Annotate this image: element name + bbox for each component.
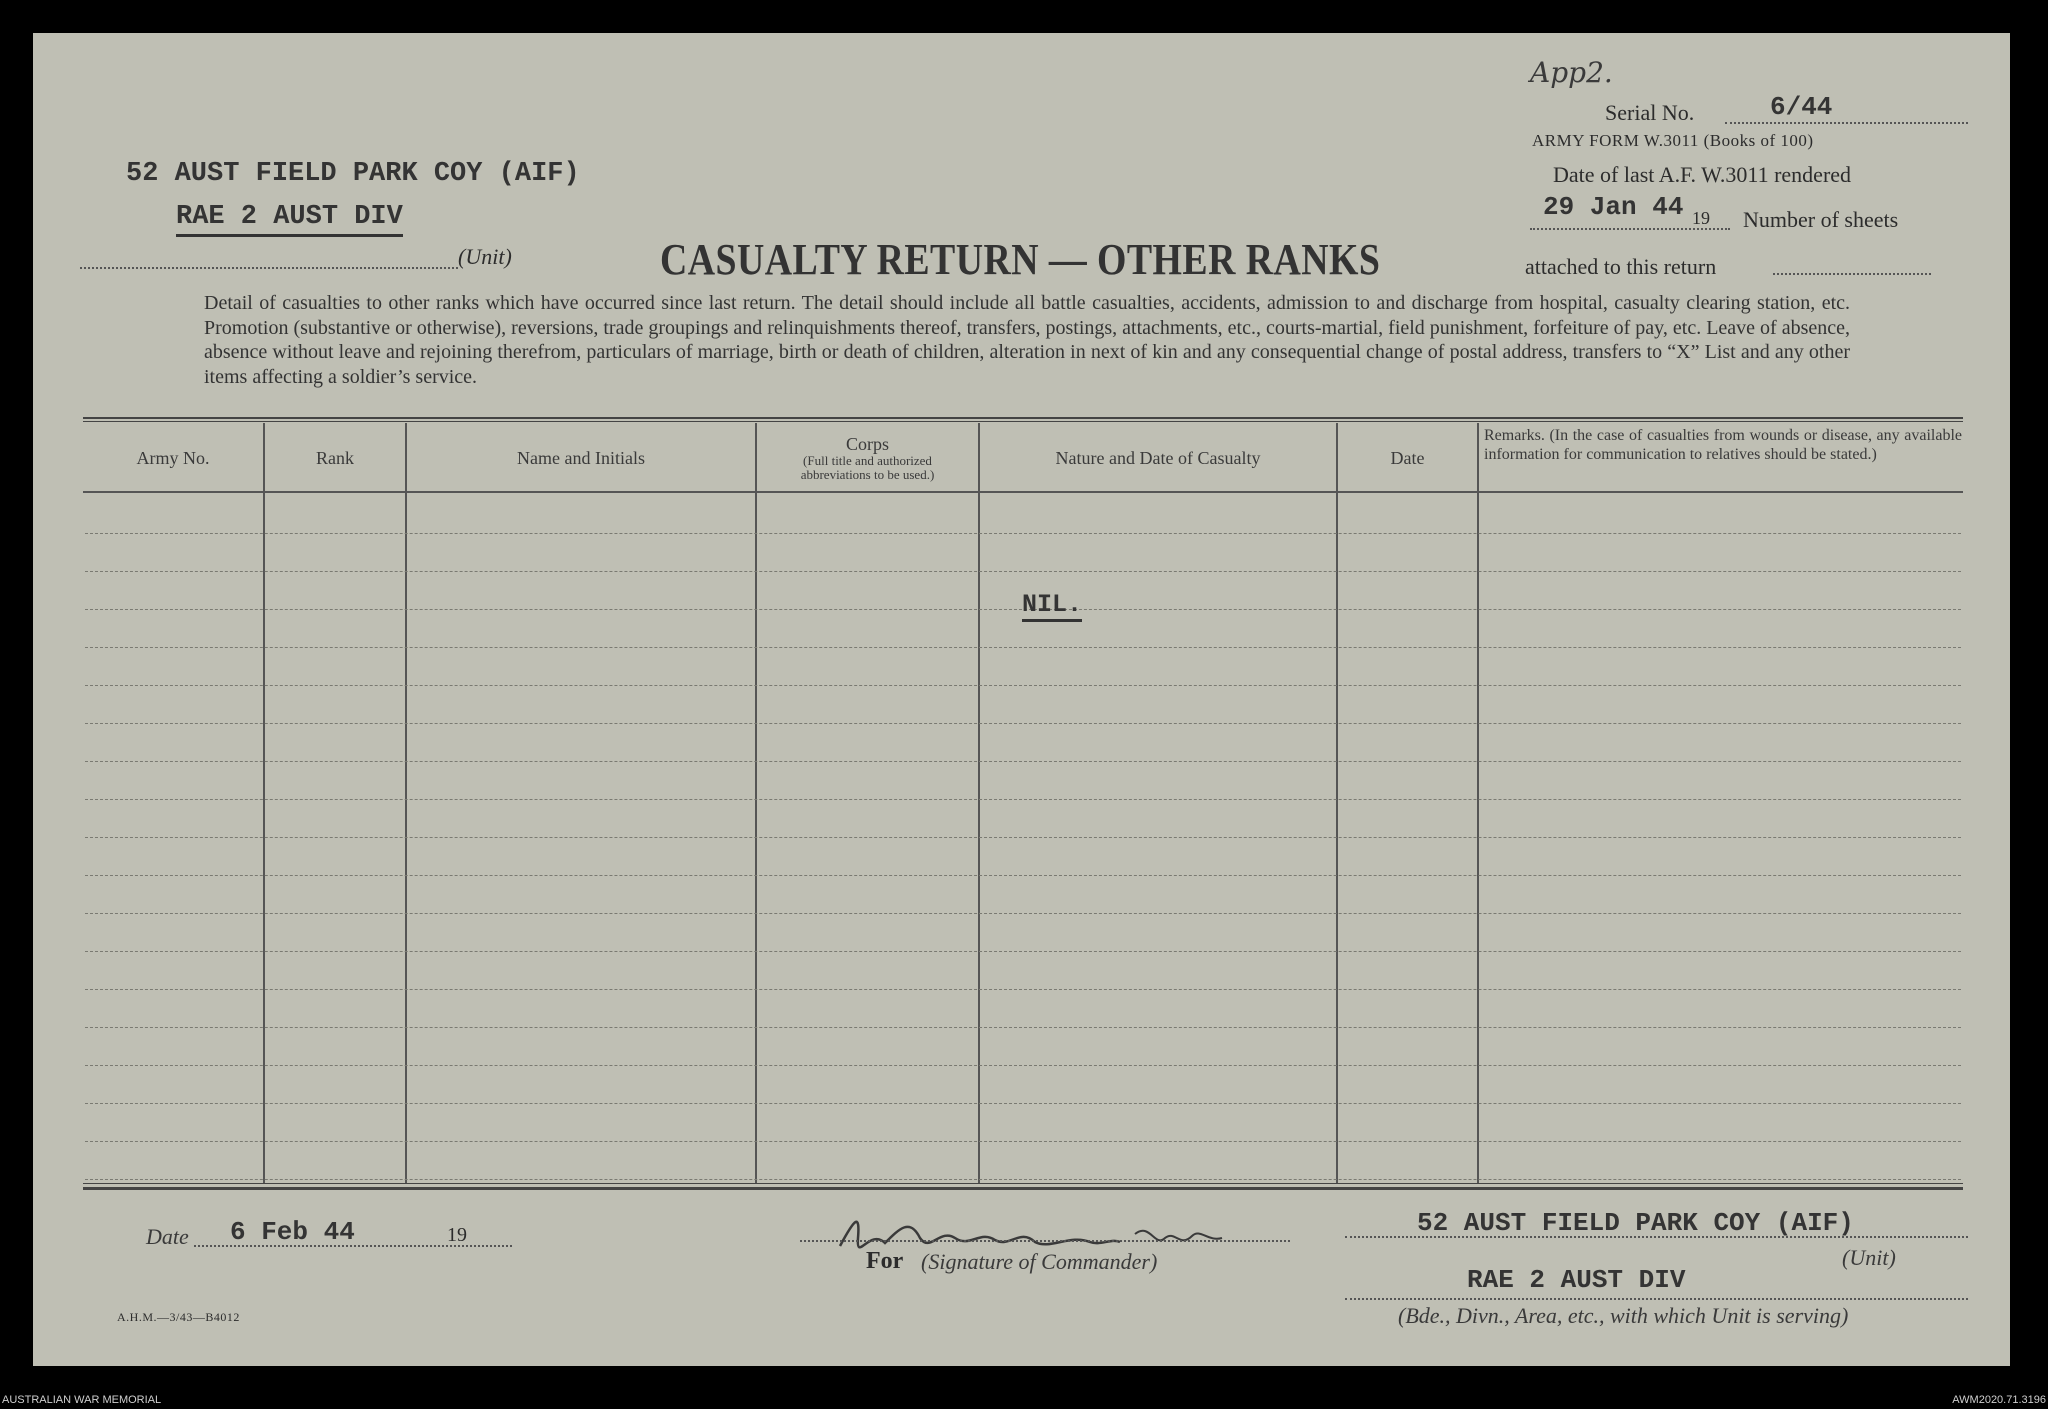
serial-value: 6/44	[1770, 92, 1833, 122]
attached-label: attached to this return	[1525, 254, 1717, 279]
col-date: Date	[1390, 448, 1425, 468]
table-row-rule	[85, 1103, 1961, 1104]
appendix-annotation: App2.	[1530, 56, 1613, 89]
col-remarks: Remarks. (In the case of casualties from wounds or disease, any available information for communication to relatives should be stated.)	[1484, 427, 1962, 463]
table-bottom-border-inner	[83, 1183, 1963, 1184]
column-divider	[1336, 423, 1338, 1183]
table-row-rule	[85, 685, 1961, 686]
serial-line	[1725, 122, 1968, 124]
footer-unit-label: (Unit)	[1842, 1245, 1896, 1270]
sheets-line	[1773, 273, 1931, 275]
column-divider	[263, 423, 265, 1183]
unit-line	[80, 267, 458, 269]
unit-line2: RAE 2 AUST DIV	[176, 202, 403, 237]
archive-caption-right: AWM2020.71.3196	[1952, 1394, 2046, 1406]
column-divider	[1477, 423, 1479, 1183]
table-row-rule	[85, 1027, 1961, 1028]
col-army-no: Army No.	[136, 448, 210, 468]
table-top-border-inner	[83, 421, 1963, 422]
table-row-rule	[85, 533, 1961, 534]
serial-label: Serial No.	[1605, 100, 1695, 125]
footer-year: 19	[447, 1224, 467, 1246]
column-divider	[755, 423, 757, 1183]
col-corps: Corps	[845, 434, 889, 454]
form-title: CASUALTY RETURN — OTHER RANKS	[660, 235, 1381, 284]
for-label: For	[866, 1248, 904, 1274]
column-divider	[978, 423, 980, 1183]
table-bottom-border	[83, 1187, 1963, 1190]
nil-entry: NIL.	[1022, 590, 1082, 622]
footer-unit-line1: 52 AUST FIELD PARK COY (AIF)	[1417, 1208, 1854, 1238]
signature-line	[800, 1240, 1290, 1242]
table-row-rule	[85, 1141, 1961, 1142]
table-row-rule	[85, 761, 1961, 762]
print-code: A.H.M.—3/43—B4012	[117, 1310, 240, 1324]
last-rendered-label: Date of last A.F. W.3011 rendered	[1553, 162, 1852, 187]
table-row-rule	[85, 875, 1961, 876]
col-nature: Nature and Date of Casualty	[1055, 448, 1261, 468]
form-id: ARMY FORM W.3011 (Books of 100)	[1532, 131, 1814, 150]
table-row-rule	[85, 913, 1961, 914]
footer-unit-line2: RAE 2 AUST DIV	[1467, 1265, 1686, 1295]
table-row-rule	[85, 1065, 1961, 1066]
header-divider	[83, 491, 1963, 493]
table-row-rule	[85, 571, 1961, 572]
table-row-rule	[85, 799, 1961, 800]
unit-line1: 52 AUST FIELD PARK COY (AIF)	[126, 159, 580, 189]
footer-date-value: 6 Feb 44	[230, 1217, 355, 1247]
footer-unit-line	[1345, 1236, 1968, 1238]
footer-date-label: Date	[146, 1224, 189, 1249]
unit-label: (Unit)	[458, 244, 512, 269]
instructions-text: Detail of casualties to other ranks which have occurred since last return. The detail should include all battle casualties, accidents, admission to and discharge from hospital, casualty clearing station, etc. Promotion (substantive or otherwise), reversions, trade groupings and relinquishments thereof, transfers, postings, attachments, etc., courts-martial, field punishment, forfeiture of pay, etc. Leave of absence, absence without leave and rejoining therefrom, particulars of marriage, birth or death of children, alteration in next of kin and any consequential change of postal address, transfers to “X” List and any other items affecting a soldier’s service.	[204, 292, 1850, 388]
table-row-rule	[85, 989, 1961, 990]
last-rendered-year: 19	[1692, 208, 1710, 228]
sheets-label: Number of sheets	[1743, 207, 1899, 232]
table-row-rule	[85, 647, 1961, 648]
last-rendered-value: 29 Jan 44	[1543, 192, 1684, 222]
col-corps-note: (Full title and authorized abbreviations to be used.)	[800, 453, 935, 482]
footer-serving-line	[1345, 1298, 1968, 1300]
table-row-rule	[85, 1179, 1961, 1180]
table-top-border	[83, 417, 1963, 419]
col-name: Name and Initials	[517, 448, 645, 468]
column-divider	[405, 423, 407, 1183]
last-rendered-line	[1530, 228, 1730, 230]
col-rank: Rank	[316, 448, 354, 468]
archive-caption-left: AUSTRALIAN WAR MEMORIAL	[2, 1394, 162, 1406]
serving-label: (Bde., Divn., Area, etc., with which Unit is serving)	[1398, 1303, 1849, 1328]
table-row-rule	[85, 951, 1961, 952]
table-row-rule	[85, 723, 1961, 724]
signature-label: (Signature of Commander)	[921, 1249, 1158, 1274]
table-row-rule	[85, 837, 1961, 838]
